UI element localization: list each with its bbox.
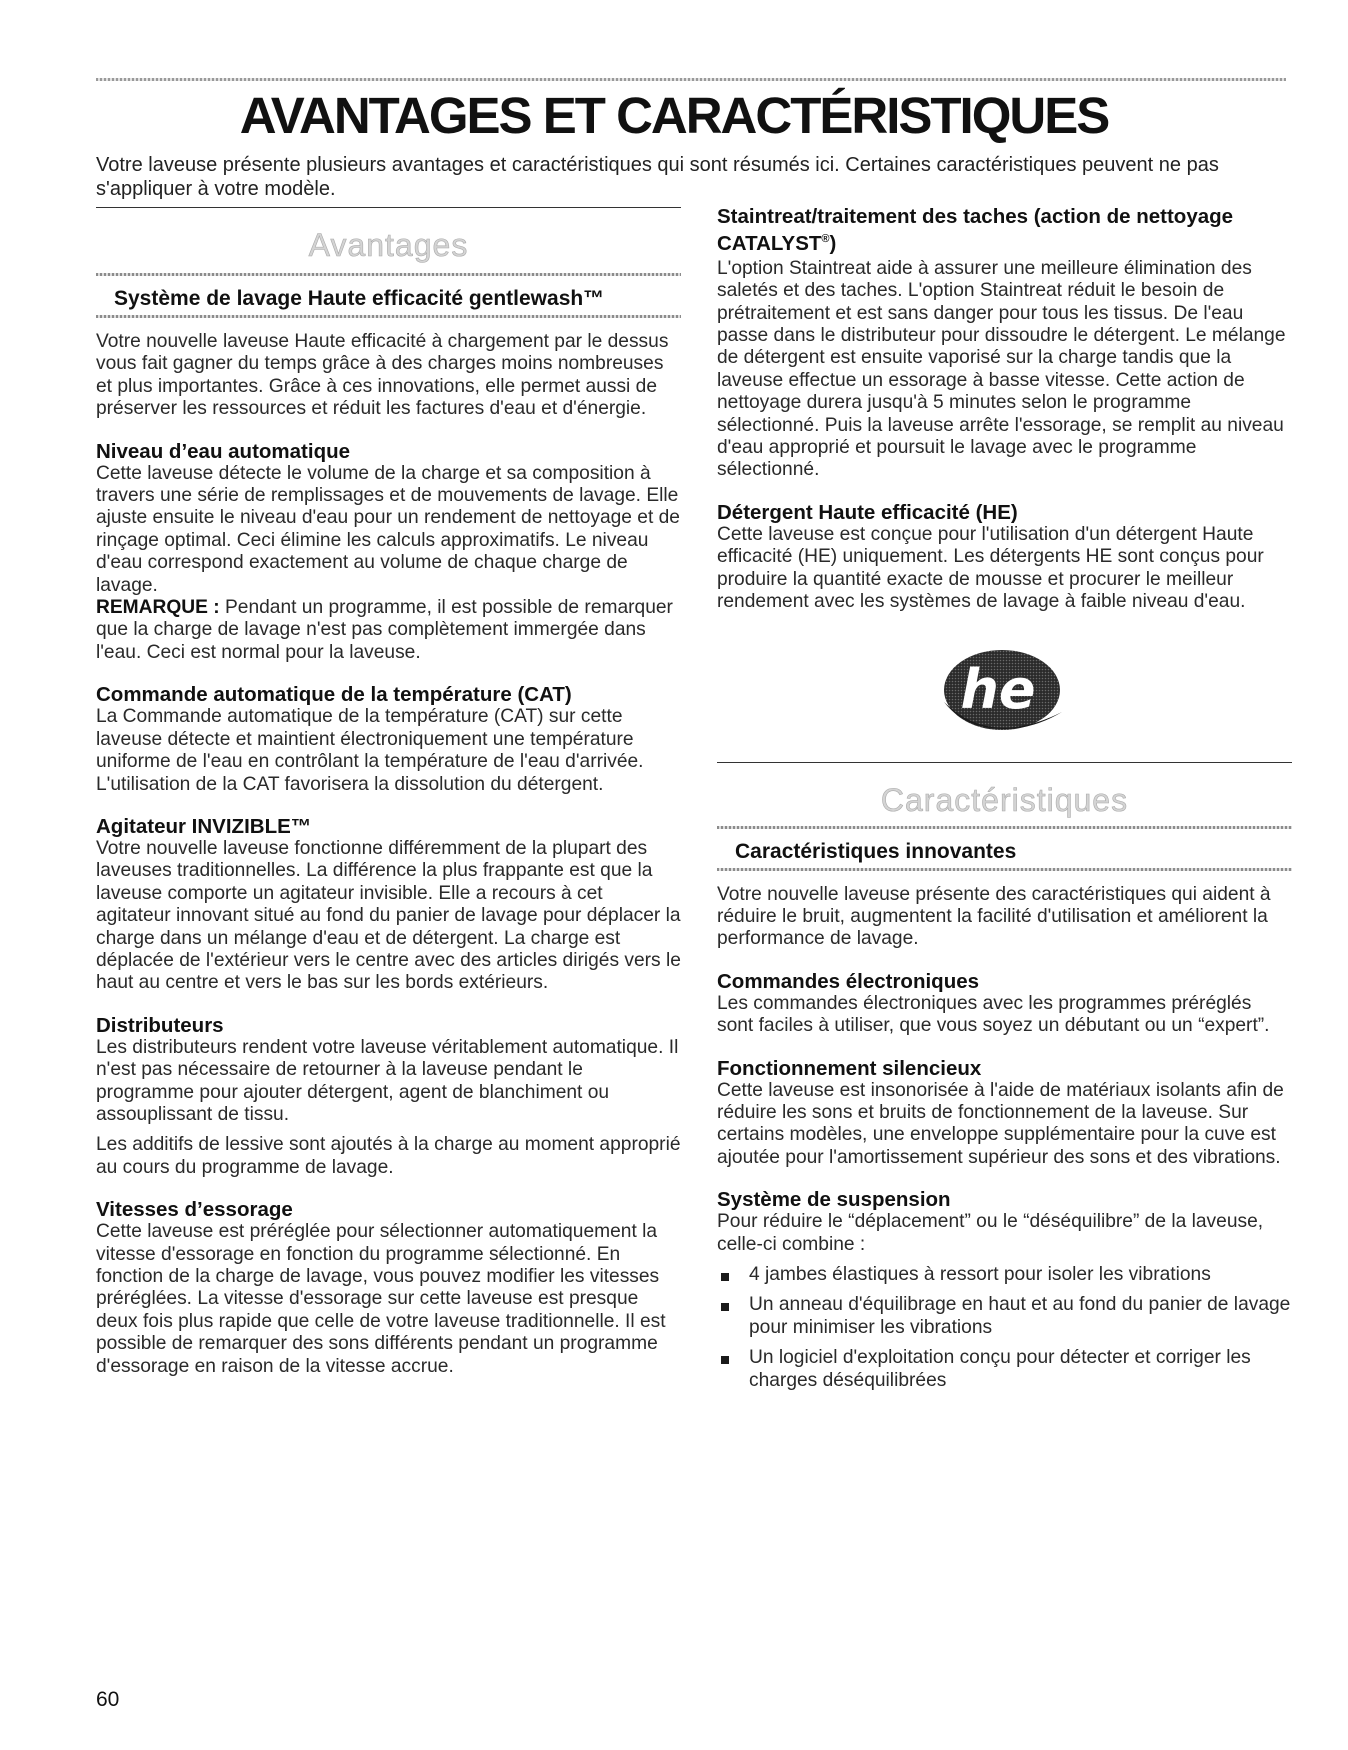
- section-rule: [96, 315, 681, 318]
- staintreat-body: L'option Staintreat aide à assurer une meilleure élimination des saletés et des taches. L'option Staintreat réduit le besoin de prétraitement et est sans danger pour tous les tissus. De l'eau passe dans le distributeur pour dissoudre le détergent. Le mélange de détergent est ensuite vaporisé sur la charge tandis que la laveuse effectue un essorage à basse vitesse. Cette action de nettoyage durera jusqu'à 5 minutes selon le programme sélectionné. Puis la laveuse arrête l'essorage, se remplit au niveau d'eau approprié et poursuit le lavage avec le programme sélectionné.: [717, 257, 1286, 481]
- he-logo-icon: [930, 644, 1080, 744]
- section-rule: [96, 273, 681, 276]
- subhead-innovantes: Caractéristiques innovantes: [735, 839, 1017, 863]
- section-banner-avantages: Avantages: [308, 227, 469, 263]
- page-title: AVANTAGES ET CARACTÉRISTIQUES: [239, 87, 1109, 144]
- distributeurs-body-2: Les additifs de lessive sont ajoutés à la charge au moment approprié au cours du programme de lavage.: [96, 1134, 681, 1178]
- heading-agitateur: Agitateur INVIZIBLE™: [96, 814, 312, 838]
- niveau-eau-body: Cette laveuse détecte le volume de la charge et sa composition à travers une série de remplissages et de mouvements de lavage. Elle ajuste ensuite le niveau d'eau pour un rendement de nettoyage et de rinçage optimal. Ceci élimine les calculs approximatifs. Le niveau d'eau correspond exactement au volume de chaque charge de lavage.: [96, 462, 680, 596]
- heading-detergent-he: Détergent Haute efficacité (HE): [717, 500, 1018, 524]
- section-rule: [717, 868, 1292, 871]
- page-number: 60: [96, 1688, 120, 1711]
- subhead-gentlewash: Système de lavage Haute efficacité gentlewash™: [114, 287, 605, 310]
- distributeurs-body-1: Les distributeurs rendent votre laveuse véritablement automatique. Il n'est pas nécessaire de retourner à la laveuse pendant le programme pour ajouter détergent, agent de blanchiment ou assouplissant de tissu.: [96, 1036, 679, 1125]
- section-rule: [717, 762, 1292, 763]
- registered-mark: ®: [821, 233, 830, 245]
- suspension-list: [717, 1264, 1292, 1392]
- heading-niveau-eau: Niveau d’eau automatique: [96, 439, 351, 463]
- list-item: Un logiciel d'exploitation conçu pour détecter et corriger les charges déséquilibrées: [717, 1347, 1292, 1392]
- heading-cat: Commande automatique de la température (CAT): [96, 683, 572, 707]
- intro-text: Votre laveuse présente plusieurs avantages et caractéristiques qui sont résumés ici. Certaines caractéristiques peuvent ne pas s'appliquer à votre modèle.: [96, 154, 1219, 200]
- heading-staintreat: [717, 205, 1292, 255]
- suspension-body: Pour réduire le “déplacement” ou le “déséquilibre” de la laveuse, celle-ci combine :: [717, 1211, 1264, 1255]
- section-banner-caracteristiques: Caractéristiques: [880, 781, 1129, 818]
- detergent-he-body: Cette laveuse est conçue pour l'utilisation d'un détergent Haute efficacité (HE) uniquement. Les détergents HE sont conçus pour produire la quantité exacte de mousse et procurer le meilleur rendement avec les systèmes de lavage à faible niveau d'eau.: [717, 523, 1264, 613]
- remarque-text: Pendant un programme, il est possible de remarquer que la charge de lavage n'est pas complètement immergée dans l'eau. Ceci est normal pour la laveuse.: [96, 597, 673, 663]
- list-item: 4 jambes élastiques à ressort pour isoler les vibrations: [717, 1264, 1292, 1286]
- left-column: [96, 207, 681, 1378]
- vitesses-body: Cette laveuse est préréglée pour sélectionner automatiquement la vitesse d'essorage en fonction du programme sélectionné. En fonction de la charge de lavage, vous pouvez modifier les vitesses préréglées. La vitesse d'essorage sur cette laveuse est presque deux fois plus rapide que celle de votre laveuse traditionnelle. Il est possible de remarquer des sons différents pendant un programme d'essorage en raison de la vitesse accrue.: [96, 1221, 666, 1377]
- staintreat-head-text: Staintreat/traitement des taches (action de nettoyage CATALYST: [717, 205, 1234, 255]
- top-rule: [96, 78, 1286, 81]
- remarque-note: [96, 597, 681, 664]
- heading-vitesses: Vitesses d’essorage: [96, 1198, 293, 1222]
- silencieux-body: Cette laveuse est insonorisée à l'aide de matériaux isolants afin de réduire les sons et bruits de fonctionnement de la laveuse. Sur certains modèles, une enveloppe supplémentaire pour la cuve est ajoutée pour l'amortissement supérieur des sons et des vibrations.: [717, 1079, 1284, 1168]
- list-item: Un anneau d'équilibrage en haut et au fond du panier de lavage pour minimiser les vibrations: [717, 1294, 1292, 1339]
- staintreat-head-close: ): [829, 231, 837, 255]
- gentlewash-body: Votre nouvelle laveuse Haute efficacité à chargement par le dessus vous fait gagner du temps grâce à des charges moins nombreuses et plus importantes. Grâce à ces innovations, elle permet aussi de préserver les ressources et réduit les factures d'eau et d'énergie.: [96, 331, 669, 420]
- heading-commandes: Commandes électroniques: [717, 969, 980, 993]
- right-column: [717, 205, 1292, 1392]
- heading-silencieux: Fonctionnement silencieux: [717, 1056, 982, 1080]
- commandes-body: Les commandes électroniques avec les programmes préréglés sont faciles à utiliser, que vous soyez un débutant ou un “expert”.: [717, 992, 1270, 1037]
- section-rule: [96, 207, 681, 208]
- heading-distributeurs: Distributeurs: [96, 1013, 224, 1037]
- heading-suspension: Système de suspension: [717, 1188, 951, 1212]
- innovantes-body: Votre nouvelle laveuse présente des caractéristiques qui aident à réduire le bruit, augmentent la facilité d'utilisation et améliorent la performance de lavage.: [717, 883, 1271, 950]
- section-rule: [717, 826, 1292, 829]
- agitateur-body: Votre nouvelle laveuse fonctionne différemment de la plupart des laveuses traditionnelles. La différence la plus frappante est que la laveuse comporte un agitateur invisible. Elle a recours à cet agitateur innovant situé au fond du panier de lavage pour déplacer la charge dans un mélange d'eau et de détergent. La charge est déplacée de l'extérieur vers le centre avec des articles dirigés vers le haut au centre et vers le bas sur les bords extérieurs.: [96, 837, 681, 994]
- remarque-label: REMARQUE :: [96, 597, 220, 619]
- cat-body: La Commande automatique de la température (CAT) sur cette laveuse détecte et maintient électroniquement une température uniforme de l'eau en contrôlant la température de l'eau d'arrivée. L'utilisation de la CAT favorisera la dissolution du détergent.: [96, 706, 644, 795]
- he-logo-text: he: [959, 657, 1036, 721]
